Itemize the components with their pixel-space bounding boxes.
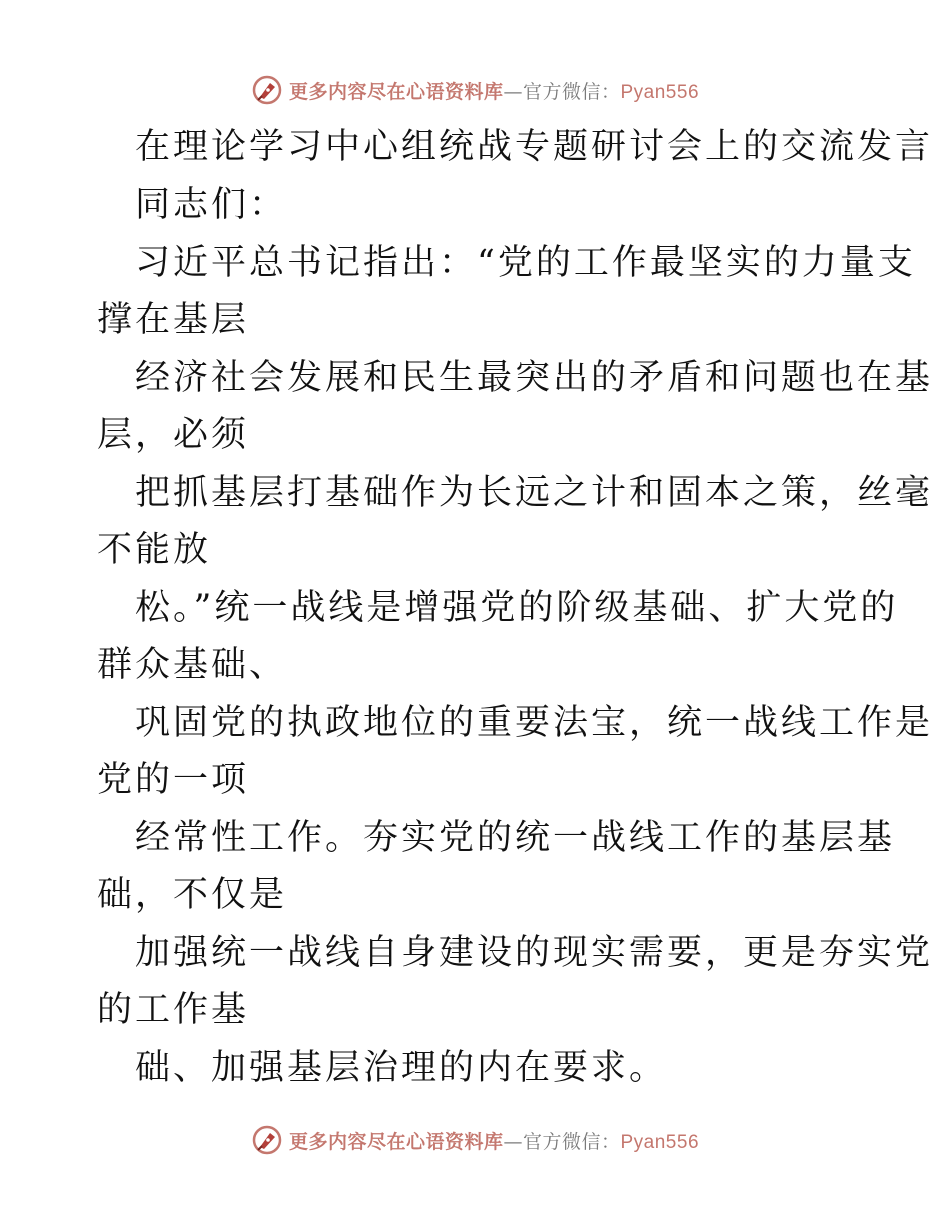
paragraph-line: 础、加强基层治理的内在要求。 bbox=[135, 1048, 668, 1088]
paragraph-line: 础，不仅是 bbox=[97, 875, 288, 915]
paragraph-line: 松。”统一战线是增强党的阶级基础、扩大党的 bbox=[135, 588, 899, 628]
watermark-text bbox=[289, 77, 699, 104]
paragraph-line: 群众基础、 bbox=[97, 645, 288, 685]
footer-watermark bbox=[0, 1120, 950, 1160]
watermark-wechat-id: Pyan556 bbox=[620, 81, 700, 103]
watermark-separator: — bbox=[503, 1130, 523, 1153]
watermark-wechat-label: 官方微信： bbox=[522, 1130, 621, 1153]
pen-nib-logo-icon bbox=[251, 74, 283, 106]
paragraph-line: 不能放 bbox=[97, 530, 212, 570]
paragraph-line: 习近平总书记指出：“党的工作最坚实的力量支 bbox=[135, 243, 916, 283]
paragraph-line: 的工作基 bbox=[97, 990, 250, 1030]
watermark-brand: 更多内容尽在心语资料库 bbox=[288, 1130, 504, 1153]
paragraph-line: 把抓基层打基础作为长远之计和固本之策，丝毫 bbox=[135, 473, 934, 513]
watermark-brand: 更多内容尽在心语资料库 bbox=[288, 80, 504, 103]
watermark-wechat-label: 官方微信： bbox=[522, 80, 621, 103]
watermark-separator: — bbox=[503, 80, 523, 103]
paragraph-line: 层，必须 bbox=[97, 415, 250, 455]
watermark-text bbox=[289, 1127, 699, 1154]
paragraph-line: 加强统一战线自身建设的现实需要，更是夯实党 bbox=[135, 933, 934, 973]
watermark-wechat-id: Pyan556 bbox=[620, 1131, 700, 1153]
pen-nib-logo-icon bbox=[251, 1124, 283, 1156]
header-watermark bbox=[0, 70, 950, 110]
document-salutation: 同志们： bbox=[135, 185, 288, 225]
paragraph-line: 党的一项 bbox=[97, 760, 250, 800]
paragraph-line: 经济社会发展和民生最突出的矛盾和问题也在基 bbox=[135, 358, 934, 398]
document-title: 在理论学习中心组统战专题研讨会上的交流发言 bbox=[135, 127, 934, 167]
paragraph-line: 经常性工作。夯实党的统一战线工作的基层基 bbox=[135, 818, 896, 858]
paragraph-line: 撑在基层 bbox=[97, 300, 250, 340]
paragraph-line: 巩固党的执政地位的重要法宝，统一战线工作是 bbox=[135, 703, 934, 743]
